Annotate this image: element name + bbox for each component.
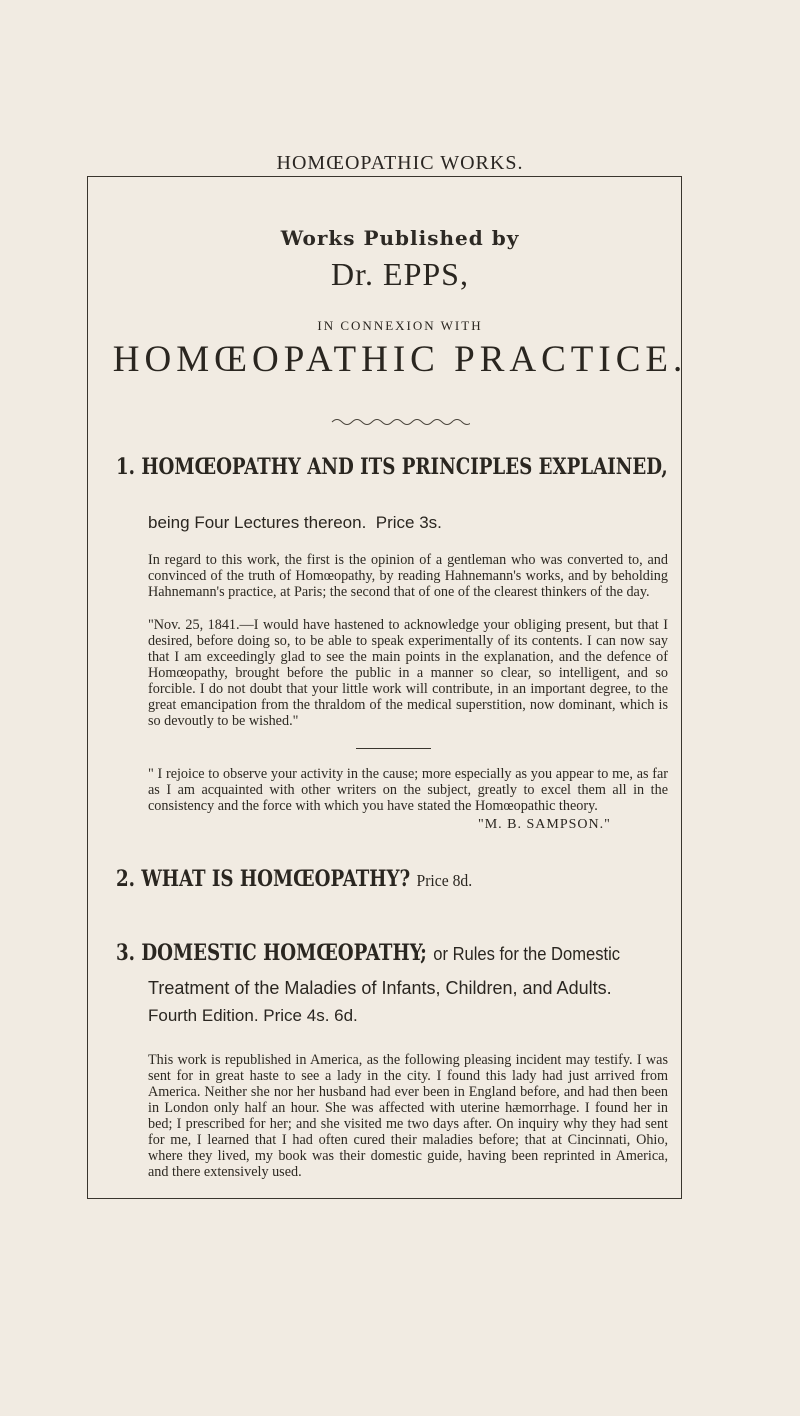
- item-3-paragraph: This work is republished in America, as the following pleasing incident may testify. I was sent for in great haste to see a lady in the city. I found this lady had just arrived from America. Neither she nor her husband had ever been in England before, and had then been in London only half an hour. She was affected with uterine hæmorrhage. I found her in bed; I prescribed for her; and she visited me two days after. On inquiry why they had sent for me, I learned that I had often cured their maladies before; that at Cincinnati, Ohio, where they lived, my book was their domestic guide, having been reprinted in America, and there extensively used.: [148, 1052, 668, 1180]
- wavy-divider: [0, 412, 800, 431]
- item-1-paragraph-sampson: " I rejoice to observe your activity in the cause; more especially as you appear to me, as far as I am acquainted with other writers on the subject, greatly to excel them all in the consistency and the force with which you have stated the Homœopathic theory.: [148, 766, 668, 814]
- short-rule: [356, 748, 431, 749]
- running-head: HOMŒOPATHIC WORKS.: [276, 152, 524, 174]
- item-3-title-text: 3. DOMESTIC HOMŒOPATHY;: [116, 940, 427, 966]
- practice-title: HOMŒOPATHIC PRACTICE.: [112, 339, 688, 380]
- works-published-by: Works Published by: [280, 226, 520, 250]
- item-1-paragraph-quote: "Nov. 25, 1841.—I would have hastened to acknowledge your obliging present, but that I desired, before doing so, to be able to speak experimentally of its contents. I can now say that I am exceedingly glad to see the main points in the explanation, and the defence of Homœopathy, brought before the public in a manner so clear, so intelligent, and so forcible. I do not doubt that your little work will contribute, in an important degree, to the great emancipation from the thraldom of the medical superstition, now dominant, which is so devoutly to be wished.": [148, 617, 668, 729]
- author-name: Dr. EPPS,: [331, 256, 469, 292]
- item-3-line2: Treatment of the Maladies of Infants, Children, and Adults.: [148, 978, 612, 998]
- item-1-paragraph-intro: In regard to this work, the first is the opinion of a gentleman who was converted to, and convinced of the truth of Homœopathy, by reading Hahnemann's works, and by beholding Hahnemann's practice, at Paris; the second that of one of the clearest thinkers of the day.: [148, 552, 668, 600]
- wavy-ornament-icon: [330, 417, 470, 427]
- connexion-line: IN CONNEXION WITH: [317, 318, 483, 333]
- item-3-title-rest: or Rules for the Domestic: [433, 944, 621, 964]
- item-3-title: [116, 940, 620, 966]
- item-2-title: [116, 866, 472, 892]
- item-1-subtitle: [148, 513, 442, 533]
- item-2-title-text: 2. WHAT IS HOMŒOPATHY?: [116, 866, 411, 892]
- item-1-subtitle-text: being Four Lectures thereon.: [148, 513, 367, 532]
- item-2-price: Price 8d.: [416, 871, 473, 890]
- item-1-price: Price 3s.: [375, 513, 442, 532]
- item-1-signature: "M. B. SAMPSON.": [478, 817, 611, 832]
- item-1-title: 1. HOMŒOPATHY AND ITS PRINCIPLES EXPLAINED,: [116, 454, 668, 480]
- item-3-line3: Fourth Edition. Price 4s. 6d.: [148, 1006, 358, 1025]
